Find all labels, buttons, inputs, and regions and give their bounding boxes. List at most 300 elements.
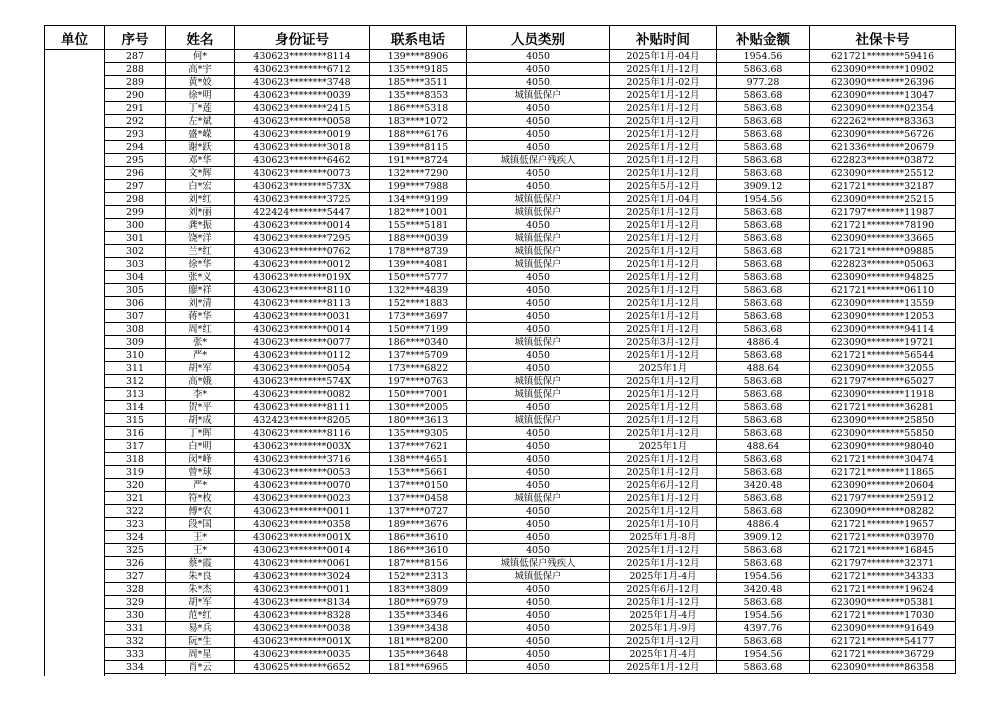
- trailing-cell: [717, 674, 810, 677]
- cell-subsidy-period: 2025年1月-4月: [610, 570, 717, 583]
- cell-card-number: 623090********13559: [810, 297, 956, 310]
- cell-serial: 318: [105, 453, 166, 466]
- cell-id-number: 430623********573X: [235, 180, 370, 193]
- cell-id-number: 430623********574X: [235, 375, 370, 388]
- cell-serial: 319: [105, 466, 166, 479]
- cell-card-number: 623090********26396: [810, 76, 956, 89]
- cell-subsidy-amount: 5863.68: [717, 453, 810, 466]
- cell-subsidy-amount: 5863.68: [717, 284, 810, 297]
- cell-id-number: 430623********0012: [235, 258, 370, 271]
- cell-phone: 139****8115: [370, 141, 467, 154]
- cell-phone: 178****8739: [370, 245, 467, 258]
- cell-phone: 137****7621: [370, 440, 467, 453]
- table-row: [45, 414, 956, 427]
- cell-name: 胡*成: [166, 414, 235, 427]
- cell-unit: [45, 141, 105, 154]
- table-row: [45, 193, 956, 206]
- cell-card-number: 621797********65027: [810, 375, 956, 388]
- cell-unit: [45, 193, 105, 206]
- cell-category: 4050: [467, 635, 610, 648]
- cell-name: 胡*军: [166, 362, 235, 375]
- table-row: [45, 50, 956, 63]
- cell-name: 严*: [166, 349, 235, 362]
- cell-phone: 180****3613: [370, 414, 467, 427]
- cell-card-number: 621721********78190: [810, 219, 956, 232]
- cell-subsidy-amount: 5863.68: [717, 596, 810, 609]
- cell-unit: [45, 375, 105, 388]
- cell-subsidy-period: 2025年1月-12月: [610, 284, 717, 297]
- cell-card-number: 621721********54177: [810, 635, 956, 648]
- cell-card-number: 623090********10902: [810, 63, 956, 76]
- cell-name: 朱*良: [166, 570, 235, 583]
- cell-name: 王*: [166, 544, 235, 557]
- cell-id-number: 430623********8116: [235, 427, 370, 440]
- cell-card-number: 623090********33665: [810, 232, 956, 245]
- table-row: [45, 557, 956, 570]
- cell-name: 范*红: [166, 609, 235, 622]
- cell-serial: 290: [105, 89, 166, 102]
- cell-id-number: 430623********0011: [235, 583, 370, 596]
- cell-id-number: 430623********0070: [235, 479, 370, 492]
- cell-id-number: 430623********0023: [235, 492, 370, 505]
- cell-card-number: 621797********25912: [810, 492, 956, 505]
- cell-phone: 137****0458: [370, 492, 467, 505]
- cell-phone: 197****0763: [370, 375, 467, 388]
- cell-name: 左*斌: [166, 115, 235, 128]
- cell-subsidy-amount: 3420.48: [717, 479, 810, 492]
- cell-subsidy-period: 2025年1月-12月: [610, 557, 717, 570]
- cell-serial: 296: [105, 167, 166, 180]
- cell-subsidy-period: 2025年1月-12月: [610, 427, 717, 440]
- cell-phone: 137****0727: [370, 505, 467, 518]
- cell-id-number: 430623********001X: [235, 635, 370, 648]
- cell-serial: 295: [105, 154, 166, 167]
- cell-id-number: 430623********0038: [235, 622, 370, 635]
- table-row: [45, 596, 956, 609]
- cell-serial: 299: [105, 206, 166, 219]
- cell-category: 4050: [467, 401, 610, 414]
- cell-phone: 139****3438: [370, 622, 467, 635]
- table-row: [45, 440, 956, 453]
- cell-subsidy-amount: 5863.68: [717, 154, 810, 167]
- cell-subsidy-amount: 5863.68: [717, 128, 810, 141]
- cell-category: 城镇低保户: [467, 336, 610, 349]
- cell-subsidy-period: 2025年1月-02月: [610, 76, 717, 89]
- cell-card-number: 621721********36729: [810, 648, 956, 661]
- cell-unit: [45, 505, 105, 518]
- cell-name: 贺*平: [166, 401, 235, 414]
- cell-name: 朱*杰: [166, 583, 235, 596]
- col-header-phone: 联系电话: [370, 26, 467, 50]
- cell-serial: 327: [105, 570, 166, 583]
- cell-card-number: 621721********30474: [810, 453, 956, 466]
- cell-id-number: 430623********2415: [235, 102, 370, 115]
- cell-phone: 186****0340: [370, 336, 467, 349]
- cell-name: 黄*姣: [166, 76, 235, 89]
- cell-card-number: 623090********32055: [810, 362, 956, 375]
- cell-subsidy-amount: 5863.68: [717, 297, 810, 310]
- cell-category: 4050: [467, 609, 610, 622]
- cell-serial: 332: [105, 635, 166, 648]
- cell-serial: 297: [105, 180, 166, 193]
- table-row: [45, 76, 956, 89]
- cell-subsidy-period: 2025年1月-12月: [610, 323, 717, 336]
- cell-subsidy-period: 2025年1月-12月: [610, 115, 717, 128]
- cell-category: 城镇低保户: [467, 414, 610, 427]
- cell-subsidy-amount: 5863.68: [717, 544, 810, 557]
- cell-subsidy-period: 2025年1月-12月: [610, 544, 717, 557]
- trailing-cell: [166, 674, 235, 677]
- cell-category: 4050: [467, 323, 610, 336]
- cell-name: 高*娥: [166, 375, 235, 388]
- cell-id-number: 430623********0058: [235, 115, 370, 128]
- cell-phone: 191****8724: [370, 154, 467, 167]
- cell-serial: 306: [105, 297, 166, 310]
- cell-subsidy-period: 2025年1月-12月: [610, 453, 717, 466]
- cell-id-number: 430623********019X: [235, 271, 370, 284]
- cell-serial: 300: [105, 219, 166, 232]
- cell-serial: 315: [105, 414, 166, 427]
- cell-serial: 302: [105, 245, 166, 258]
- cell-card-number: 621721********34333: [810, 570, 956, 583]
- cell-id-number: 430623********0035: [235, 648, 370, 661]
- cell-serial: 322: [105, 505, 166, 518]
- cell-phone: 135****3648: [370, 648, 467, 661]
- cell-serial: 291: [105, 102, 166, 115]
- cell-unit: [45, 206, 105, 219]
- table-row: [45, 115, 956, 128]
- cell-subsidy-period: 2025年1月-12月: [610, 258, 717, 271]
- cell-name: 白*明: [166, 440, 235, 453]
- cell-category: 4050: [467, 128, 610, 141]
- cell-subsidy-period: 2025年1月-12月: [610, 206, 717, 219]
- col-header-serial: 序号: [105, 26, 166, 50]
- cell-serial: 324: [105, 531, 166, 544]
- cell-phone: 139****8906: [370, 50, 467, 63]
- cell-id-number: 430623********8134: [235, 596, 370, 609]
- cell-card-number: 621721********09885: [810, 245, 956, 258]
- cell-subsidy-period: 2025年1月-8月: [610, 531, 717, 544]
- table-row: [45, 102, 956, 115]
- cell-category: 4050: [467, 115, 610, 128]
- cell-name: 肖*云: [166, 661, 235, 674]
- table-row: [45, 401, 956, 414]
- cell-phone: 181****8200: [370, 635, 467, 648]
- cell-id-number: 430623********0073: [235, 167, 370, 180]
- cell-category: 4050: [467, 76, 610, 89]
- cell-phone: 187****8156: [370, 557, 467, 570]
- cell-card-number: 621336********20679: [810, 141, 956, 154]
- table-row: [45, 622, 956, 635]
- cell-id-number: 430623********0039: [235, 89, 370, 102]
- cell-unit: [45, 154, 105, 167]
- cell-subsidy-period: 2025年1月-04月: [610, 193, 717, 206]
- cell-phone: 185****3511: [370, 76, 467, 89]
- table-row: [45, 284, 956, 297]
- cell-id-number: 430623********0053: [235, 466, 370, 479]
- cell-category: 4050: [467, 102, 610, 115]
- cell-card-number: 621721********11865: [810, 466, 956, 479]
- cell-card-number: 621721********56544: [810, 349, 956, 362]
- cell-subsidy-period: 2025年1月-9月: [610, 622, 717, 635]
- cell-card-number: 622262********83363: [810, 115, 956, 128]
- cell-category: 4050: [467, 453, 610, 466]
- cell-name: 严*: [166, 479, 235, 492]
- cell-unit: [45, 466, 105, 479]
- subsidy-table: [44, 25, 956, 676]
- table-row: [45, 648, 956, 661]
- cell-name: 丁*晖: [166, 427, 235, 440]
- cell-id-number: 430623********7295: [235, 232, 370, 245]
- cell-phone: 188****6176: [370, 128, 467, 141]
- cell-subsidy-period: 2025年1月-12月: [610, 492, 717, 505]
- cell-card-number: 621721********19657: [810, 518, 956, 531]
- cell-id-number: 430623********0014: [235, 219, 370, 232]
- cell-unit: [45, 427, 105, 440]
- cell-id-number: 430623********003X: [235, 440, 370, 453]
- cell-subsidy-period: 2025年1月-12月: [610, 401, 717, 414]
- cell-name: 蔡*霞: [166, 557, 235, 570]
- cell-phone: 135****9305: [370, 427, 467, 440]
- cell-subsidy-amount: 1954.56: [717, 609, 810, 622]
- cell-card-number: 621721********16845: [810, 544, 956, 557]
- table-body: [45, 50, 956, 677]
- cell-category: 城镇低保户: [467, 193, 610, 206]
- cell-unit: [45, 492, 105, 505]
- table-row: [45, 323, 956, 336]
- cell-name: 王*: [166, 531, 235, 544]
- cell-card-number: 623090********11918: [810, 388, 956, 401]
- cell-card-number: 623090********86358: [810, 661, 956, 674]
- cell-serial: 303: [105, 258, 166, 271]
- cell-card-number: 622823********05063: [810, 258, 956, 271]
- cell-unit: [45, 544, 105, 557]
- cell-phone: 183****1072: [370, 115, 467, 128]
- cell-subsidy-period: 2025年1月-12月: [610, 102, 717, 115]
- cell-id-number: 430623********0082: [235, 388, 370, 401]
- cell-subsidy-amount: 5863.68: [717, 466, 810, 479]
- table-row: [45, 583, 956, 596]
- cell-phone: 173****3697: [370, 310, 467, 323]
- cell-phone: 132****7290: [370, 167, 467, 180]
- cell-unit: [45, 323, 105, 336]
- cell-name: 刘*丽: [166, 206, 235, 219]
- col-header-id-number: 身份证号: [235, 26, 370, 50]
- cell-name: 盛*嵘: [166, 128, 235, 141]
- table-row: [45, 531, 956, 544]
- cell-subsidy-amount: 5863.68: [717, 232, 810, 245]
- cell-id-number: 430623********0077: [235, 336, 370, 349]
- cell-card-number: 623090********56726: [810, 128, 956, 141]
- col-header-card-number: 社保卡号: [810, 26, 956, 50]
- table-row: [45, 427, 956, 440]
- cell-serial: 310: [105, 349, 166, 362]
- cell-serial: 292: [105, 115, 166, 128]
- cell-id-number: 430623********0014: [235, 323, 370, 336]
- cell-category: 城镇低保户: [467, 375, 610, 388]
- cell-serial: 316: [105, 427, 166, 440]
- cell-subsidy-period: 2025年1月-12月: [610, 661, 717, 674]
- cell-serial: 326: [105, 557, 166, 570]
- col-header-subsidy-amount: 补贴金额: [717, 26, 810, 50]
- cell-subsidy-amount: 5863.68: [717, 115, 810, 128]
- cell-subsidy-amount: 1954.56: [717, 648, 810, 661]
- trailing-cell: [610, 674, 717, 677]
- cell-phone: 199****7988: [370, 180, 467, 193]
- cell-name: 蒋*华: [166, 310, 235, 323]
- cell-subsidy-amount: 5863.68: [717, 219, 810, 232]
- table-row: [45, 661, 956, 674]
- table-row: [45, 375, 956, 388]
- cell-id-number: 430623********0061: [235, 557, 370, 570]
- table-row: [45, 245, 956, 258]
- cell-unit: [45, 102, 105, 115]
- cell-card-number: 623090********08282: [810, 505, 956, 518]
- cell-unit: [45, 284, 105, 297]
- cell-serial: 294: [105, 141, 166, 154]
- cell-subsidy-period: 2025年1月-12月: [610, 63, 717, 76]
- cell-name: 周*星: [166, 648, 235, 661]
- cell-unit: [45, 297, 105, 310]
- cell-name: 兰*红: [166, 245, 235, 258]
- cell-subsidy-period: 2025年1月-12月: [610, 297, 717, 310]
- cell-unit: [45, 232, 105, 245]
- cell-name: 张*: [166, 336, 235, 349]
- table-row: [45, 297, 956, 310]
- cell-subsidy-amount: 1954.56: [717, 193, 810, 206]
- cell-phone: 139****4081: [370, 258, 467, 271]
- table-row: [45, 219, 956, 232]
- cell-subsidy-period: 2025年1月-12月: [610, 635, 717, 648]
- cell-subsidy-amount: 5863.68: [717, 63, 810, 76]
- cell-phone: 181****6965: [370, 661, 467, 674]
- cell-category: 城镇低保户残疾人: [467, 154, 610, 167]
- cell-serial: 321: [105, 492, 166, 505]
- cell-card-number: 621721********32187: [810, 180, 956, 193]
- cell-subsidy-amount: 5863.68: [717, 635, 810, 648]
- table-row: [45, 232, 956, 245]
- cell-subsidy-amount: 5863.68: [717, 349, 810, 362]
- cell-name: 何*: [166, 50, 235, 63]
- cell-name: 张*义: [166, 271, 235, 284]
- cell-unit: [45, 115, 105, 128]
- cell-subsidy-period: 2025年1月-12月: [610, 232, 717, 245]
- cell-card-number: 622823********03872: [810, 154, 956, 167]
- cell-name: 廖*祥: [166, 284, 235, 297]
- cell-card-number: 623090********05381: [810, 596, 956, 609]
- cell-subsidy-amount: 4397.76: [717, 622, 810, 635]
- table-row: [45, 388, 956, 401]
- col-header-name: 姓名: [166, 26, 235, 50]
- cell-subsidy-period: 2025年1月-12月: [610, 388, 717, 401]
- cell-category: 城镇低保户: [467, 258, 610, 271]
- cell-serial: 334: [105, 661, 166, 674]
- cell-card-number: 623090********02354: [810, 102, 956, 115]
- cell-phone: 155****5181: [370, 219, 467, 232]
- cell-serial: 317: [105, 440, 166, 453]
- cell-subsidy-amount: 5863.68: [717, 310, 810, 323]
- cell-phone: 152****1883: [370, 297, 467, 310]
- cell-card-number: 623090********20604: [810, 479, 956, 492]
- cell-name: 谢*跃: [166, 141, 235, 154]
- col-header-subsidy-period: 补贴时间: [610, 26, 717, 50]
- cell-unit: [45, 245, 105, 258]
- cell-phone: 153****5661: [370, 466, 467, 479]
- cell-subsidy-period: 2025年1月: [610, 362, 717, 375]
- cell-id-number: 430623********8110: [235, 284, 370, 297]
- cell-serial: 314: [105, 401, 166, 414]
- cell-serial: 301: [105, 232, 166, 245]
- cell-unit: [45, 414, 105, 427]
- cell-phone: 135****3346: [370, 609, 467, 622]
- cell-phone: 150****7001: [370, 388, 467, 401]
- cell-card-number: 621721********06110: [810, 284, 956, 297]
- cell-subsidy-amount: 5863.68: [717, 661, 810, 674]
- cell-unit: [45, 648, 105, 661]
- cell-category: 4050: [467, 479, 610, 492]
- cell-unit: [45, 349, 105, 362]
- cell-subsidy-period: 2025年1月-12月: [610, 141, 717, 154]
- cell-phone: 134****9199: [370, 193, 467, 206]
- table-row: [45, 258, 956, 271]
- table-row: [45, 154, 956, 167]
- cell-subsidy-amount: 5863.68: [717, 492, 810, 505]
- cell-unit: [45, 401, 105, 414]
- cell-name: 丁*莲: [166, 102, 235, 115]
- cell-subsidy-period: 2025年6月-12月: [610, 583, 717, 596]
- cell-category: 4050: [467, 167, 610, 180]
- cell-category: 4050: [467, 219, 610, 232]
- cell-subsidy-period: 2025年1月-12月: [610, 596, 717, 609]
- cell-phone: 132****4839: [370, 284, 467, 297]
- table-row: [45, 544, 956, 557]
- cell-category: 4050: [467, 271, 610, 284]
- cell-category: 城镇低保户: [467, 570, 610, 583]
- cell-unit: [45, 63, 105, 76]
- cell-category: 4050: [467, 297, 610, 310]
- cell-id-number: 430623********8111: [235, 401, 370, 414]
- cell-serial: 331: [105, 622, 166, 635]
- cell-unit: [45, 271, 105, 284]
- cell-subsidy-period: 2025年1月-12月: [610, 505, 717, 518]
- cell-unit: [45, 453, 105, 466]
- trailing-cell: [810, 674, 956, 677]
- cell-subsidy-period: 2025年1月-10月: [610, 518, 717, 531]
- cell-phone: 186****5318: [370, 102, 467, 115]
- cell-unit: [45, 362, 105, 375]
- cell-id-number: 430623********001X: [235, 531, 370, 544]
- cell-id-number: 430623********0031: [235, 310, 370, 323]
- cell-card-number: 623090********19721: [810, 336, 956, 349]
- cell-unit: [45, 609, 105, 622]
- cell-category: 4050: [467, 362, 610, 375]
- cell-category: 4050: [467, 50, 610, 63]
- cell-category: 4050: [467, 531, 610, 544]
- cell-subsidy-amount: 5863.68: [717, 206, 810, 219]
- cell-card-number: 621721********19624: [810, 583, 956, 596]
- cell-subsidy-amount: 977.28: [717, 76, 810, 89]
- cell-subsidy-amount: 5863.68: [717, 414, 810, 427]
- cell-name: 闵*峰: [166, 453, 235, 466]
- cell-category: 4050: [467, 518, 610, 531]
- cell-serial: 333: [105, 648, 166, 661]
- cell-subsidy-period: 2025年1月-12月: [610, 466, 717, 479]
- table-row: [45, 609, 956, 622]
- cell-id-number: 430623********8113: [235, 297, 370, 310]
- cell-serial: 308: [105, 323, 166, 336]
- cell-subsidy-amount: 3909.12: [717, 180, 810, 193]
- table-row: [45, 466, 956, 479]
